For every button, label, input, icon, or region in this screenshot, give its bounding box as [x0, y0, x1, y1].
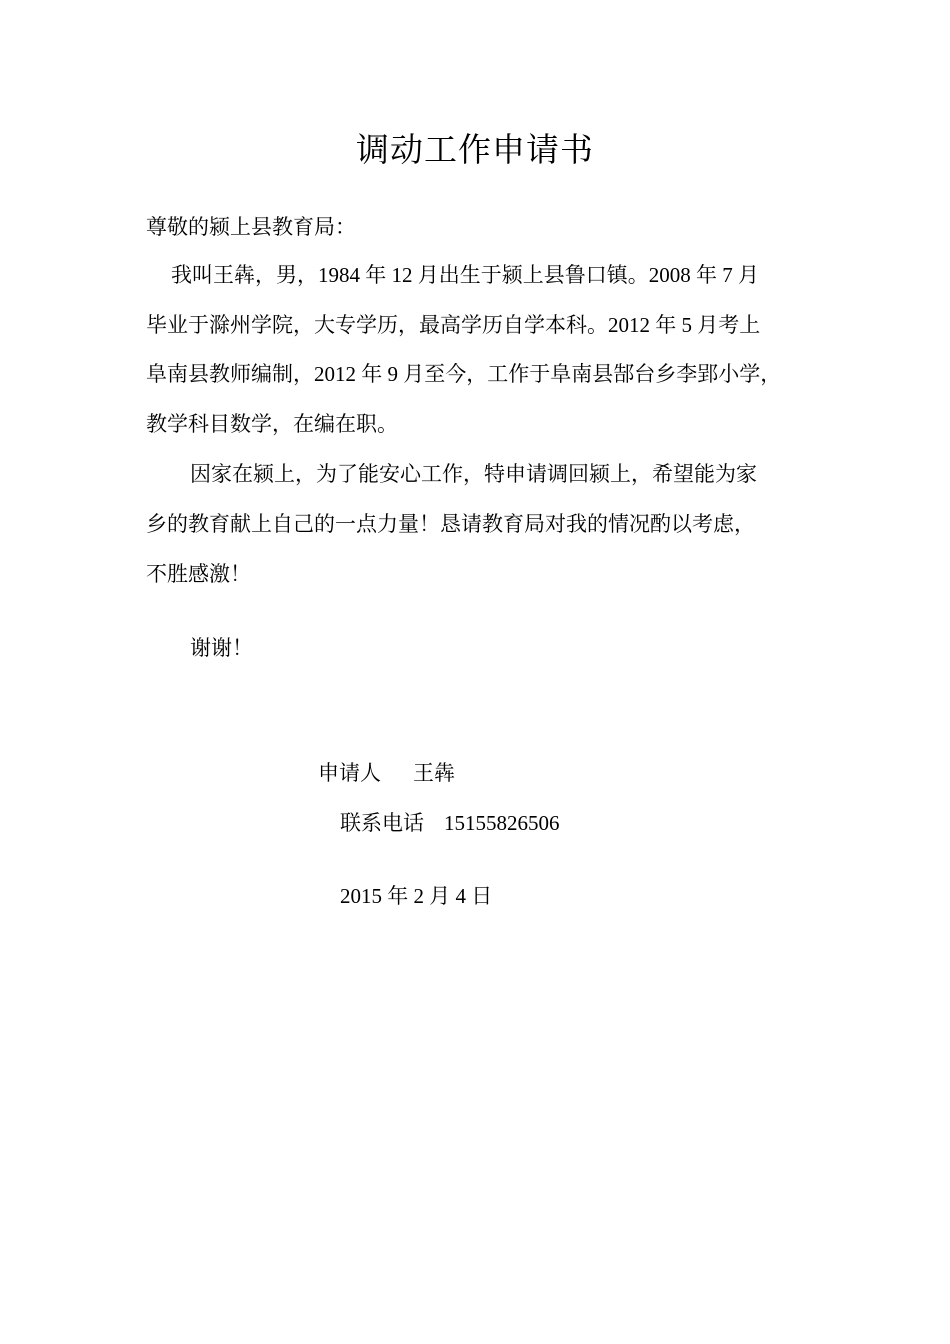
applicant-line	[318, 758, 455, 788]
contact-label: 联系电话	[340, 811, 424, 835]
closing-thanks: 谢谢！	[190, 636, 253, 660]
signature-date: 2015 年 2 月 4 日	[340, 884, 493, 908]
applicant-label: 申请人	[318, 761, 381, 785]
paragraph2-line: 因家在颍上，为了能安心工作，特申请调回颍上，希望能为家	[190, 462, 757, 486]
paragraph1-line: 我叫王犇，男，1984 年 12 月出生于颍上县鲁口镇。2008 年 7 月	[171, 263, 759, 287]
contact-phone: 15155826506	[444, 811, 560, 835]
paragraph1-line: 教学科目数学，在编在职。	[146, 412, 398, 436]
document-title: 调动工作申请书	[356, 133, 594, 169]
paragraph2-line: 不胜感激！	[146, 562, 251, 586]
salutation: 尊敬的颍上县教育局：	[146, 215, 356, 239]
paragraph2-line: 乡的教育献上自己的一点力量！恳请教育局对我的情况酌以考虑，	[146, 512, 755, 536]
contact-line	[340, 808, 560, 838]
paragraph1-line: 阜南县教师编制，2012 年 9 月至今，工作于阜南县郜台乡李郢小学，	[146, 362, 782, 386]
applicant-name: 王犇	[413, 761, 455, 785]
paragraph1-line: 毕业于滁州学院，大专学历，最高学历自学本科。2012 年 5 月考上	[146, 313, 761, 337]
